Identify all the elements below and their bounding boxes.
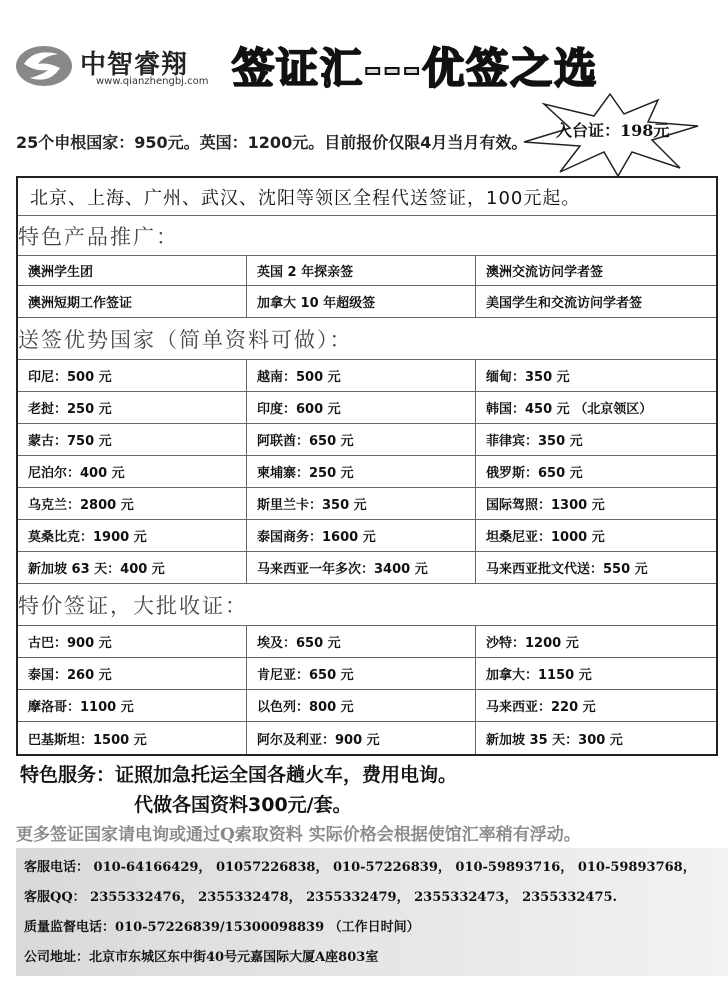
service-area-row (18, 178, 716, 216)
section-title-row (18, 216, 716, 256)
table-cell: 泰国商务：1600 元 (247, 520, 476, 551)
table-cell: 柬埔寨：250 元 (247, 456, 476, 487)
table-cell: 以色列：800 元 (247, 690, 476, 721)
taiwan-permit-price: 入台证：198元 (556, 121, 670, 140)
table-cell: 马来西亚批文代送：550 元 (486, 562, 648, 577)
table-cell: 莫桑比克：1900 元 (18, 520, 247, 551)
table-row (18, 360, 716, 392)
table-cell: 斯里兰卡：350 元 (247, 488, 476, 519)
brand-logo (14, 40, 234, 96)
table-cell: 古巴：900 元 (18, 626, 247, 657)
contact-address: 公司地址：北京市东城区东中街40号元嘉国际大厦A座803室 (24, 950, 379, 965)
table-cell: 尼泊尔：400 元 (18, 456, 247, 487)
brand-url: www.qianzhengbj.com (96, 76, 209, 87)
table-cell: 沙特：1200 元 (486, 636, 579, 651)
table-cell: 澳洲交流访问学者签 (486, 265, 604, 280)
table-cell: 阿尔及利亚：900 元 (247, 722, 476, 754)
section-title: 送签优势国家（简单资料可做）： (18, 327, 353, 352)
price-table (16, 176, 718, 756)
table-row (18, 488, 716, 520)
table-row (18, 456, 716, 488)
table-row (18, 520, 716, 552)
table-cell: 加拿大 10 年超级签 (247, 286, 476, 317)
contact-qq: 客服QQ： 2355332476， 2355332478， 2355332479， 2355332473， 2355332475. (24, 890, 618, 905)
table-row (18, 626, 716, 658)
table-row (18, 424, 716, 456)
table-cell: 阿联酋：650 元 (247, 424, 476, 455)
table-cell: 埃及：650 元 (247, 626, 476, 657)
table-row (18, 392, 716, 424)
contact-box (16, 848, 728, 976)
table-cell: 澳洲短期工作签证 (18, 286, 247, 317)
special-services: 特色服务：证照加急托运全国各趟火车，费用电询。 (20, 764, 458, 786)
more-info: 更多签证国家请电询或通过Q索取资料 实际价格会根据使馆汇率稍有浮动。 (16, 825, 581, 845)
header (0, 0, 728, 178)
table-row (18, 690, 716, 722)
table-cell: 蒙古：750 元 (18, 424, 247, 455)
table-cell: 越南：500 元 (247, 360, 476, 391)
table-cell: 印尼：500 元 (18, 360, 247, 391)
table-cell: 英国 2 年探亲签 (247, 256, 476, 285)
table-row (18, 552, 716, 584)
service-area-text: 北京、上海、广州、武汉、沈阳等领区全程代送签证，100元起。 (30, 187, 581, 209)
table-cell: 韩国：450 元 （北京领区） (486, 402, 653, 417)
price-notice: 25个申根国家：950元。英国：1200元。目前报价仅限4月当月有效。 (16, 133, 528, 152)
table-cell: 加拿大：1150 元 (486, 668, 592, 683)
table-row (18, 256, 716, 286)
section-title: 特价签证，大批收证： (18, 593, 248, 618)
table-cell: 摩洛哥：1100 元 (18, 690, 247, 721)
table-cell: 马来西亚一年多次：3400 元 (247, 552, 476, 583)
section-title-row (18, 584, 716, 626)
section-title-row (18, 318, 716, 360)
table-cell: 美国学生和交流访问学者签 (486, 296, 643, 311)
table-cell: 老挝：250 元 (18, 392, 247, 423)
brand-name: 中智睿翔 (80, 50, 189, 80)
table-cell: 肯尼亚：650 元 (247, 658, 476, 689)
table-cell: 俄罗斯：650 元 (486, 466, 583, 481)
table-row (18, 286, 716, 318)
headline: 签证汇---优签之选 (232, 44, 599, 93)
table-cell: 菲律宾：350 元 (486, 434, 583, 449)
section-title: 特色产品推广： (18, 224, 179, 249)
table-cell: 乌克兰：2800 元 (18, 488, 247, 519)
table-cell: 巴基斯坦：1500 元 (18, 722, 247, 754)
table-cell: 新加坡 63 天：400 元 (18, 552, 247, 583)
contact-phone: 客服电话： 010-64166429， 01057226838， 010-57226839， 010-59893716， 010-59893768， (24, 860, 696, 875)
contact-supervision: 质量监督电话：010-57226839/15300098839 （工作日时间） (24, 920, 420, 935)
table-cell: 新加坡 35 天：300 元 (486, 732, 623, 748)
table-cell: 澳洲学生团 (18, 256, 247, 285)
table-row (18, 658, 716, 690)
table-cell: 印度：600 元 (247, 392, 476, 423)
table-row (18, 722, 716, 754)
table-cell: 国际驾照：1300 元 (486, 498, 605, 513)
table-cell: 坦桑尼亚：1000 元 (486, 530, 605, 545)
table-cell: 缅甸：350 元 (486, 370, 570, 385)
document-service: 代做各国资料300元/套。 (134, 794, 352, 816)
table-cell: 马来西亚：220 元 (486, 700, 596, 715)
logo-swirl-icon (14, 44, 74, 88)
table-cell: 泰国：260 元 (18, 658, 247, 689)
